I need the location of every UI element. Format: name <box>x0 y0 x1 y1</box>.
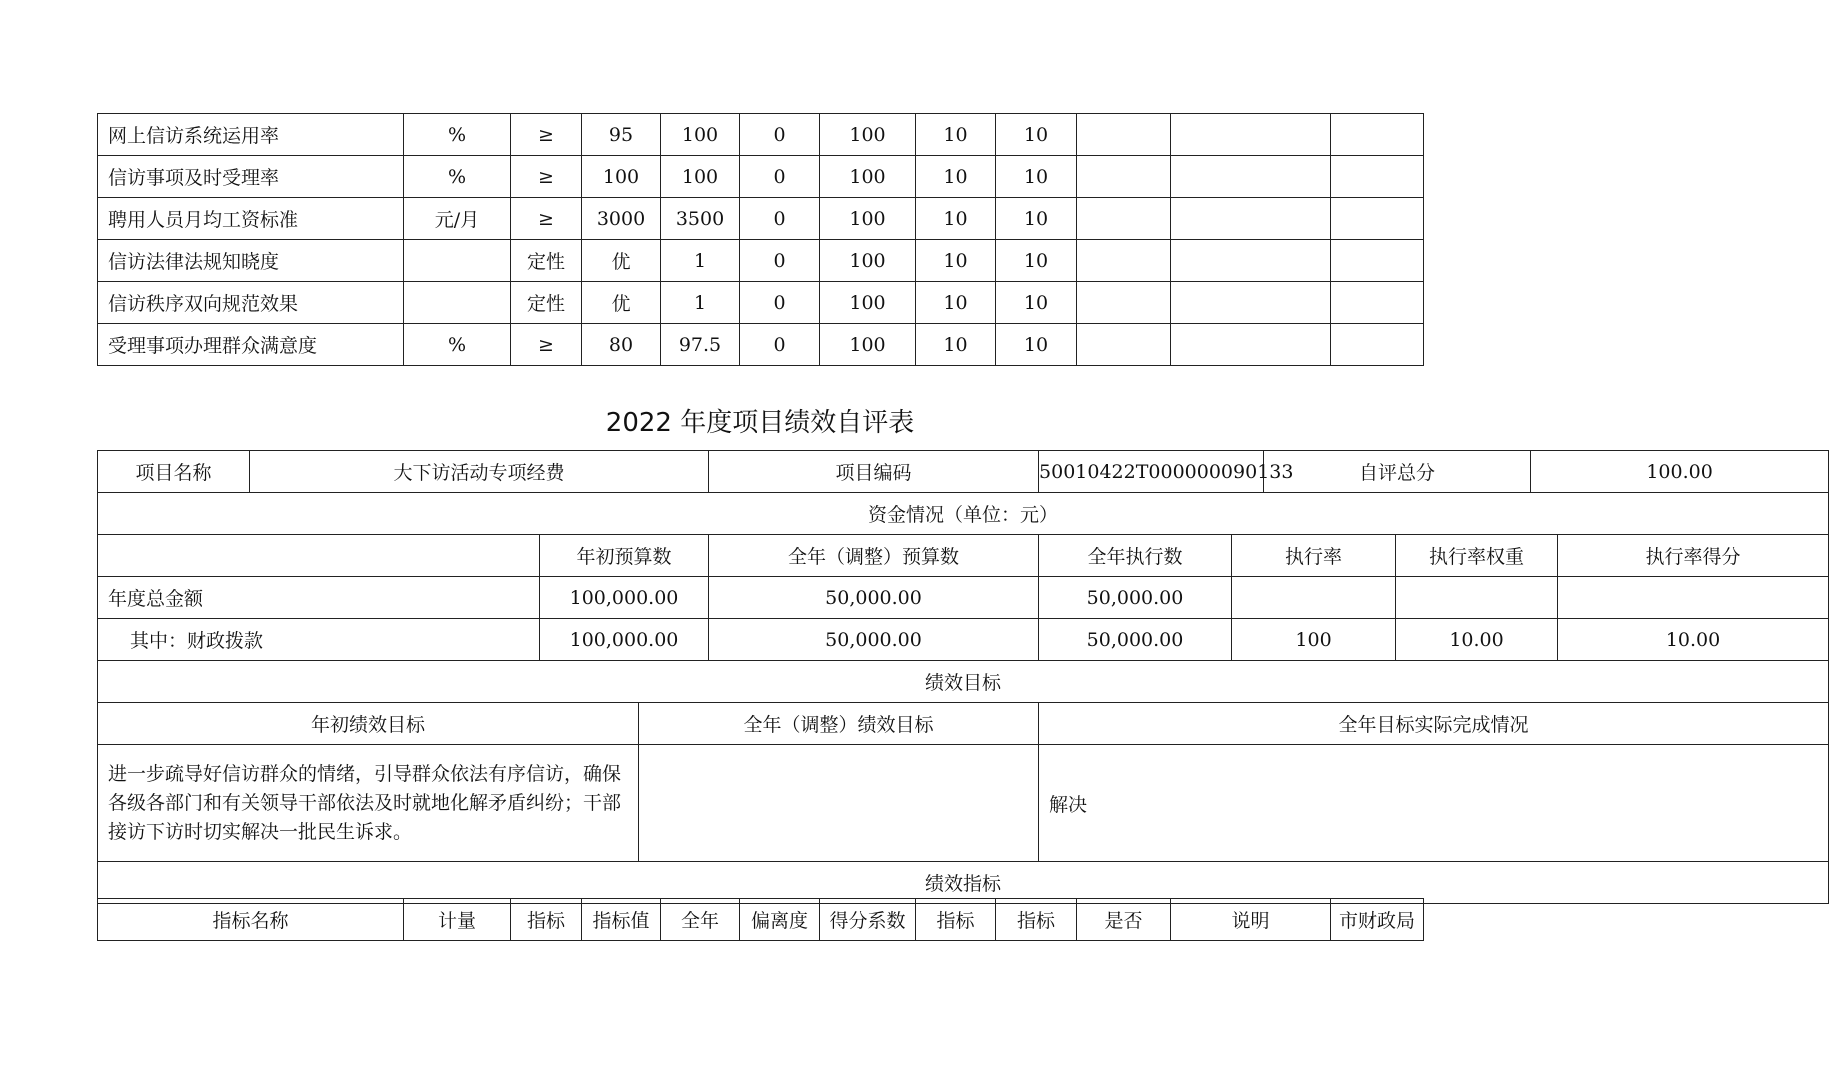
self-score: 100.00 <box>1531 451 1829 493</box>
project-info-row <box>98 451 1829 493</box>
cell-type: ≥ <box>511 198 582 240</box>
funds-corner <box>98 535 540 577</box>
goals-actual-text: 解决 <box>1039 745 1829 862</box>
ind-col-type: 指标 <box>511 899 582 941</box>
cell-deviation: 0 <box>740 156 820 198</box>
cell-coefficient: 100 <box>820 282 916 324</box>
cell-actual-value: 3500 <box>661 198 740 240</box>
cell-score: 10 <box>996 156 1077 198</box>
goals-columns-row <box>98 703 1829 745</box>
funds-fiscal-initial: 100,000.00 <box>540 619 709 661</box>
cell-unit: % <box>404 114 511 156</box>
cell-unit: 元/月 <box>404 198 511 240</box>
funds-col-adjusted-budget: 全年（调整）预算数 <box>709 535 1039 577</box>
cell-note <box>1171 156 1331 198</box>
funds-columns-row <box>98 535 1829 577</box>
cell-weight: 10 <box>916 198 996 240</box>
indicators-header: 绩效指标 <box>98 862 1829 904</box>
cell-indicator-name: 信访秩序双向规范效果 <box>98 282 404 324</box>
cell-unit <box>404 240 511 282</box>
cell-actual-value: 1 <box>661 282 740 324</box>
cell-core <box>1077 156 1171 198</box>
funds-header: 资金情况（单位：元） <box>98 493 1829 535</box>
cell-indicator-name: 网上信访系统运用率 <box>98 114 404 156</box>
funds-col-rate-score: 执行率得分 <box>1558 535 1829 577</box>
goals-header-row <box>98 661 1829 703</box>
cell-target-value: 3000 <box>582 198 661 240</box>
self-score-label: 自评总分 <box>1264 451 1531 493</box>
cell-core <box>1077 324 1171 366</box>
cell-unit: % <box>404 156 511 198</box>
cell-score: 10 <box>996 240 1077 282</box>
cell-unit: % <box>404 324 511 366</box>
funds-header-row <box>98 493 1829 535</box>
cell-weight: 10 <box>916 240 996 282</box>
ind-col-score: 指标 <box>996 899 1077 941</box>
cell-indicator-name: 信访事项及时受理率 <box>98 156 404 198</box>
funds-fiscal-adjusted: 50,000.00 <box>709 619 1039 661</box>
cell-indicator-name: 聘用人员月均工资标准 <box>98 198 404 240</box>
ind-col-weight: 指标 <box>916 899 996 941</box>
funds-total-executed: 50,000.00 <box>1039 577 1232 619</box>
cell-indicator-name: 受理事项办理群众满意度 <box>98 324 404 366</box>
ind-col-finance-bureau: 市财政局 <box>1331 899 1424 941</box>
funds-col-executed: 全年执行数 <box>1039 535 1232 577</box>
funds-total-adjusted: 50,000.00 <box>709 577 1039 619</box>
project-name: 大下访活动专项经费 <box>250 451 709 493</box>
ind-col-annual: 全年 <box>661 899 740 941</box>
cell-note <box>1171 324 1331 366</box>
cell-remark <box>1331 198 1424 240</box>
cell-remark <box>1331 324 1424 366</box>
cell-target-value: 95 <box>582 114 661 156</box>
cell-coefficient: 100 <box>820 198 916 240</box>
cell-remark <box>1331 282 1424 324</box>
ind-col-name: 指标名称 <box>98 899 404 941</box>
funds-fiscal-label: 其中：财政拨款 <box>98 619 540 661</box>
funds-col-initial-budget: 年初预算数 <box>540 535 709 577</box>
funds-fiscal-row <box>98 619 1829 661</box>
indicator-row <box>98 198 1424 240</box>
cell-remark <box>1331 114 1424 156</box>
goals-initial-text: 进一步疏导好信访群众的情绪，引导群众依法有序信访，确保各级各部门和有关领导干部依法及时就地化解矛盾纠纷；干部接访下访时切实解决一批民生诉求。 <box>98 745 639 862</box>
cell-actual-value: 100 <box>661 156 740 198</box>
cell-score: 10 <box>996 198 1077 240</box>
ind-col-core: 是否 <box>1077 899 1171 941</box>
goals-header: 绩效目标 <box>98 661 1829 703</box>
cell-type: 定性 <box>511 282 582 324</box>
indicators-columns-row <box>98 899 1424 941</box>
funds-total-initial: 100,000.00 <box>540 577 709 619</box>
cell-coefficient: 100 <box>820 114 916 156</box>
cell-deviation: 0 <box>740 282 820 324</box>
cell-note <box>1171 282 1331 324</box>
cell-weight: 10 <box>916 282 996 324</box>
indicator-row <box>98 114 1424 156</box>
cell-coefficient: 100 <box>820 156 916 198</box>
indicator-row <box>98 282 1424 324</box>
ind-col-value: 指标值 <box>582 899 661 941</box>
ind-col-coefficient: 得分系数 <box>820 899 916 941</box>
cell-type: ≥ <box>511 324 582 366</box>
cell-type: ≥ <box>511 114 582 156</box>
cell-coefficient: 100 <box>820 240 916 282</box>
indicator-row <box>98 156 1424 198</box>
cell-deviation: 0 <box>740 114 820 156</box>
funds-fiscal-weight: 10.00 <box>1396 619 1558 661</box>
funds-col-rate-weight: 执行率权重 <box>1396 535 1558 577</box>
cell-weight: 10 <box>916 114 996 156</box>
indicator-row <box>98 240 1424 282</box>
cell-score: 10 <box>996 114 1077 156</box>
cell-target-value: 100 <box>582 156 661 198</box>
goals-col-actual: 全年目标实际完成情况 <box>1039 703 1829 745</box>
ind-col-unit: 计量 <box>404 899 511 941</box>
cell-type: ≥ <box>511 156 582 198</box>
cell-core <box>1077 282 1171 324</box>
cell-unit <box>404 282 511 324</box>
cell-core <box>1077 198 1171 240</box>
indicator-row <box>98 324 1424 366</box>
funds-total-weight <box>1396 577 1558 619</box>
cell-note <box>1171 198 1331 240</box>
cell-deviation: 0 <box>740 198 820 240</box>
goals-col-adjusted: 全年（调整）绩效目标 <box>639 703 1039 745</box>
cell-actual-value: 97.5 <box>661 324 740 366</box>
project-evaluation-table <box>97 450 1829 904</box>
indicators-columns-table <box>97 898 1424 941</box>
goals-adjusted-text <box>639 745 1039 862</box>
funds-total-label: 年度总金额 <box>98 577 540 619</box>
funds-col-rate: 执行率 <box>1232 535 1396 577</box>
cell-target-value: 优 <box>582 282 661 324</box>
indicator-table-top <box>97 113 1424 366</box>
funds-total-row <box>98 577 1829 619</box>
cell-target-value: 优 <box>582 240 661 282</box>
cell-coefficient: 100 <box>820 324 916 366</box>
cell-remark <box>1331 156 1424 198</box>
cell-score: 10 <box>996 324 1077 366</box>
cell-actual-value: 100 <box>661 114 740 156</box>
goals-content-row <box>98 745 1829 862</box>
funds-total-rate <box>1232 577 1396 619</box>
cell-actual-value: 1 <box>661 240 740 282</box>
cell-core <box>1077 240 1171 282</box>
cell-core <box>1077 114 1171 156</box>
cell-deviation: 0 <box>740 240 820 282</box>
cell-indicator-name: 信访法律法规知晓度 <box>98 240 404 282</box>
cell-note <box>1171 240 1331 282</box>
cell-weight: 10 <box>916 156 996 198</box>
project-code: 50010422T000000090133 <box>1039 451 1264 493</box>
cell-deviation: 0 <box>740 324 820 366</box>
project-name-label: 项目名称 <box>98 451 250 493</box>
funds-fiscal-score: 10.00 <box>1558 619 1829 661</box>
ind-col-deviation: 偏离度 <box>740 899 820 941</box>
page-title: 2022 年度项目绩效自评表 <box>605 408 915 438</box>
cell-score: 10 <box>996 282 1077 324</box>
cell-note <box>1171 114 1331 156</box>
project-code-label: 项目编码 <box>709 451 1039 493</box>
funds-fiscal-executed: 50,000.00 <box>1039 619 1232 661</box>
cell-target-value: 80 <box>582 324 661 366</box>
cell-remark <box>1331 240 1424 282</box>
funds-total-score <box>1558 577 1829 619</box>
funds-fiscal-rate: 100 <box>1232 619 1396 661</box>
cell-weight: 10 <box>916 324 996 366</box>
cell-type: 定性 <box>511 240 582 282</box>
ind-col-note: 说明 <box>1171 899 1331 941</box>
goals-col-initial: 年初绩效目标 <box>98 703 639 745</box>
